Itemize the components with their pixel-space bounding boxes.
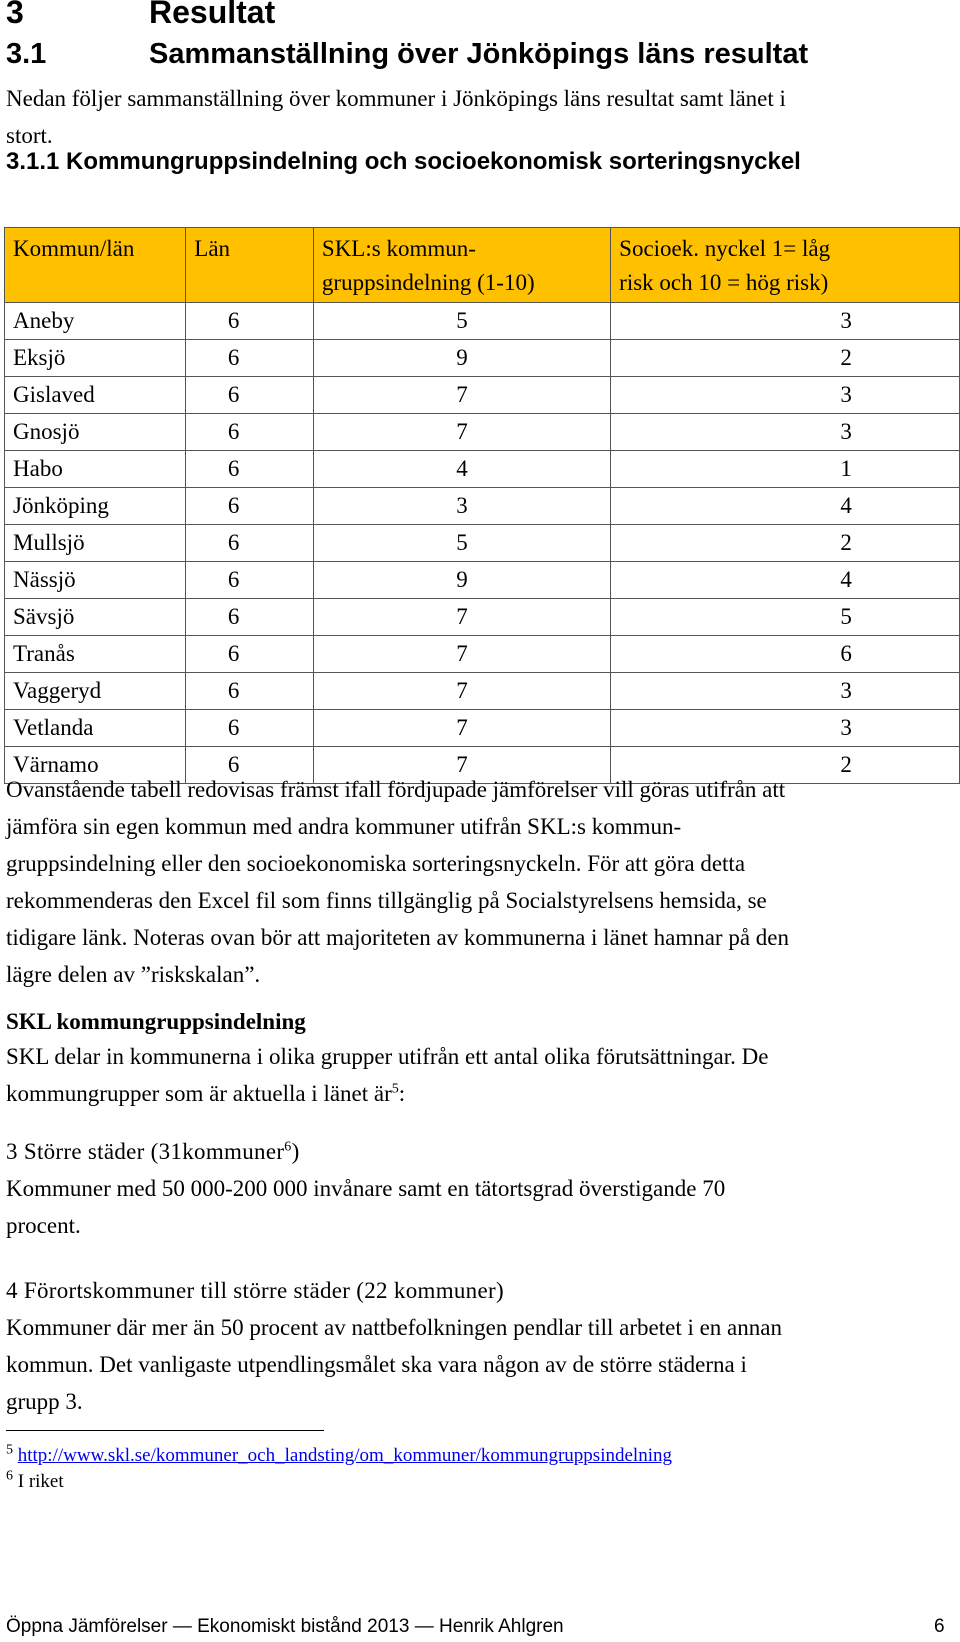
table-row: [5, 673, 960, 710]
group4-title: 4 Förortskommuner till större städer (22 kommuner): [6, 1278, 504, 1303]
group4-desc-line: Kommuner där mer än 50 procent av nattbefolkningen pendlar till arbetet i en annan: [6, 1315, 782, 1340]
footnote-5: [6, 1442, 672, 1467]
cell-socioek-key: 3: [611, 710, 960, 747]
cell-socioek-key: 3: [611, 303, 960, 340]
kommun-table: [4, 227, 960, 784]
cell-lan: 6: [186, 488, 314, 525]
table-row: [5, 340, 960, 377]
cell-kommun: Tranås: [5, 636, 186, 673]
cell-lan: 6: [186, 599, 314, 636]
cell-socioek-key: 3: [611, 377, 960, 414]
table-row: [5, 377, 960, 414]
cell-lan: 6: [186, 303, 314, 340]
table-row: [5, 488, 960, 525]
footnote-text: I riket: [17, 1471, 64, 1492]
cell-skl-group: 7: [313, 414, 610, 451]
cell-skl-group: 7: [313, 636, 610, 673]
footnote-ref: 6: [284, 1139, 292, 1155]
skl-line: SKL delar in kommunerna i olika grupper utifrån ett antal olika förutsättningar. De: [6, 1044, 769, 1069]
cell-socioek-key: 5: [611, 599, 960, 636]
cell-skl-group: 7: [313, 599, 610, 636]
cell-lan: 6: [186, 636, 314, 673]
cell-lan: 6: [186, 377, 314, 414]
cell-kommun: Eksjö: [5, 340, 186, 377]
cell-skl-group: 7: [313, 377, 610, 414]
cell-kommun: Jönköping: [5, 488, 186, 525]
cell-kommun: Sävsjö: [5, 599, 186, 636]
cell-kommun: Vaggeryd: [5, 673, 186, 710]
table-row: [5, 636, 960, 673]
header-lan: Län: [186, 228, 314, 303]
cell-skl-group: 4: [313, 451, 610, 488]
cell-kommun: Värnamo: [5, 747, 186, 784]
table-row: [5, 562, 960, 599]
heading-number: 3: [6, 0, 24, 30]
paragraph-line: lägre delen av ”riskskalan”.: [6, 962, 261, 987]
footnote-ref: 5: [391, 1081, 399, 1097]
cell-lan: 6: [186, 673, 314, 710]
table-header-row: [5, 228, 960, 303]
cell-kommun: Aneby: [5, 303, 186, 340]
footnote-6: [6, 1468, 64, 1493]
intro-line: Nedan följer sammanställning över kommuner i Jönköpings läns resultat samt länet i: [6, 86, 786, 111]
group4-block: [6, 1272, 782, 1420]
table-row: [5, 710, 960, 747]
paragraph-line: Ovanstående tabell redovisas främst ifall fördjupade jämförelser vill göras utifrån att: [6, 777, 786, 802]
cell-lan: 6: [186, 562, 314, 599]
cell-kommun: Gnosjö: [5, 414, 186, 451]
table-row: [5, 414, 960, 451]
paragraph-line: gruppsindelning eller den socioekonomiska sorteringsnyckeln. För att göra detta: [6, 851, 746, 876]
cell-kommun: Habo: [5, 451, 186, 488]
cell-skl-group: 5: [313, 525, 610, 562]
footnote-separator: [6, 1430, 324, 1431]
cell-skl-group: 7: [313, 747, 610, 784]
cell-socioek-key: 2: [611, 747, 960, 784]
cell-lan: 6: [186, 525, 314, 562]
cell-lan: 6: [186, 710, 314, 747]
cell-socioek-key: 3: [611, 414, 960, 451]
heading-1: [6, 0, 276, 31]
paragraph-line: jämföra sin egen kommun med andra kommuner utifrån SKL:s kommun-: [6, 814, 682, 839]
page-number: 6: [934, 1616, 945, 1637]
cell-socioek-key: 2: [611, 525, 960, 562]
cell-lan: 6: [186, 451, 314, 488]
cell-skl-group: 9: [313, 340, 610, 377]
section-heading: [6, 38, 809, 71]
skl-link[interactable]: http://www.skl.se/kommuner_och_landsting/om_kommuner/kommungruppsindelning: [17, 1445, 672, 1466]
cell-skl-group: 7: [313, 710, 610, 747]
cell-kommun: Gislaved: [5, 377, 186, 414]
table-comment-paragraph: [6, 771, 789, 993]
paragraph-line: rekommenderas den Excel fil som finns tillgänglig på Socialstyrelsens hemsida, se: [6, 888, 767, 913]
subsection-heading: 3.1.1 Kommungruppsindelning och socioekonomisk sorteringsnyckel: [6, 148, 801, 175]
cell-lan: 6: [186, 414, 314, 451]
table-row: [5, 451, 960, 488]
footnote-number: 5: [6, 1442, 13, 1458]
header-skl: SKL:s kommun- gruppsindelning (1-10): [313, 228, 610, 303]
section-number: 3.1: [6, 38, 47, 70]
header-socioek: Socioek. nyckel 1= låg risk och 10 = hög risk): [611, 228, 960, 303]
group3-title: 3 Större städer (31kommuner$^6$): [6, 1139, 300, 1164]
group3-desc-line: Kommuner med 50 000-200 000 invånare samt en tätortsgrad överstigande 70: [6, 1176, 726, 1201]
cell-socioek-key: 4: [611, 488, 960, 525]
group4-desc-line: grupp 3.: [6, 1389, 83, 1414]
skl-line: kommungrupper som är aktuella i länet $är^5$:: [6, 1081, 406, 1106]
group4-desc-line: kommun. Det vanligaste utpendlingsmålet ska vara någon av de större städerna i: [6, 1352, 747, 1377]
group3-block: [6, 1133, 725, 1244]
group3-desc-line: procent.: [6, 1213, 81, 1238]
cell-socioek-key: 1: [611, 451, 960, 488]
cell-skl-group: 7: [313, 673, 610, 710]
cell-skl-group: 9: [313, 562, 610, 599]
page-footer: Öppna Jämförelser — Ekonomiskt bistånd 2013 — Henrik Ahlgren: [6, 1616, 564, 1637]
cell-socioek-key: 3: [611, 673, 960, 710]
table-row: [5, 303, 960, 340]
table-row: [5, 599, 960, 636]
cell-socioek-key: 4: [611, 562, 960, 599]
cell-socioek-key: 2: [611, 340, 960, 377]
paragraph-line: tidigare länk. Noteras ovan bör att majoriteten av kommunerna i länet hamnar på den: [6, 925, 789, 950]
cell-socioek-key: 6: [611, 636, 960, 673]
skl-paragraph: [6, 1038, 768, 1112]
cell-lan: 6: [186, 340, 314, 377]
cell-kommun: Vetlanda: [5, 710, 186, 747]
footnote-number: 6: [6, 1468, 13, 1484]
section-title: Sammanställning över Jönköpings läns resultat: [149, 38, 809, 70]
intro-line: stort.: [6, 123, 53, 148]
heading-title: Resultat: [149, 0, 276, 30]
intro-paragraph: [6, 80, 786, 154]
cell-kommun: Mullsjö: [5, 525, 186, 562]
skl-heading: SKL kommungruppsindelning: [6, 1009, 306, 1034]
cell-lan: 6: [186, 747, 314, 784]
header-kommun: Kommun/län: [5, 228, 186, 303]
table-row: [5, 525, 960, 562]
cell-kommun: Nässjö: [5, 562, 186, 599]
cell-skl-group: 5: [313, 303, 610, 340]
cell-skl-group: 3: [313, 488, 610, 525]
